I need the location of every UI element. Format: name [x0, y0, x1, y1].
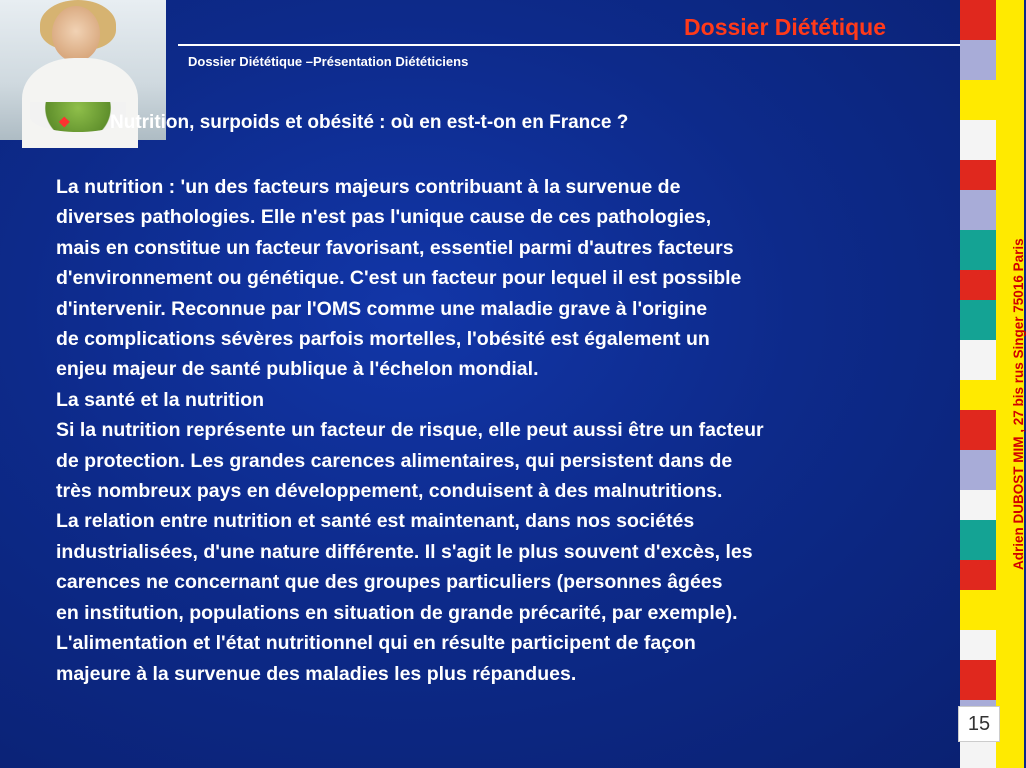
- body-line: La nutrition : 'un des facteurs majeurs contribuant à la survenue de: [56, 176, 681, 198]
- color-stripe: [960, 80, 996, 120]
- color-stripe: [960, 0, 996, 40]
- color-stripe: [960, 410, 996, 450]
- body-line: L'alimentation et l'état nutritionnel qui en résulte participent de façon: [56, 632, 696, 655]
- color-stripe: [960, 190, 996, 230]
- body-text: [56, 172, 976, 689]
- color-stripe: [960, 40, 996, 80]
- color-stripe: [960, 380, 996, 410]
- body-line: diverses pathologies. Elle n'est pas l'unique cause de ces pathologies,: [56, 206, 712, 229]
- body-line: de protection. Les grandes carences alimentaires, qui persistent dans de: [56, 449, 733, 472]
- section-heading-text: Nutrition, surpoids et obésité : où en est-t-on en France ?: [110, 112, 629, 133]
- color-stripe: [960, 520, 996, 560]
- header-divider: [178, 44, 960, 46]
- diamond-bullet-icon: ❖: [58, 114, 71, 130]
- decorative-color-stripes: [960, 0, 996, 768]
- color-stripe: [960, 270, 996, 300]
- color-stripe: [960, 340, 996, 380]
- body-line: La relation entre nutrition et santé est maintenant, dans nos sociétés: [56, 510, 695, 533]
- color-stripe: [960, 490, 996, 520]
- photo-face: [52, 6, 100, 62]
- body-line: Si la nutrition représente un facteur de risque, elle peut aussi être un facteur: [56, 419, 764, 442]
- body-line: de complications sévères parfois mortelles, l'obésité est également un: [56, 328, 710, 351]
- page-subtitle: Dossier Diététique –Présentation Diététiciens: [188, 54, 469, 69]
- color-stripe: [960, 560, 996, 590]
- body-line: en institution, populations en situation de grande précarité, par exemple).: [56, 601, 738, 624]
- body-line: enjeu majeur de santé publique à l'échelon mondial.: [56, 358, 539, 381]
- body-line: industrialisées, d'une nature différente. Il s'agit le plus souvent d'excès, les: [56, 540, 753, 563]
- body-line: carences ne concernant que des groupes particuliers (personnes âgées: [56, 571, 723, 594]
- author-address-text: Adrien DUBOST MIM , 27 bis rus Singer 75016 Paris: [1011, 238, 1026, 570]
- color-stripe: [960, 300, 996, 340]
- body-line: d'intervenir. Reconnue par l'OMS comme une maladie grave à l'origine: [56, 297, 708, 320]
- color-stripe: [960, 230, 996, 270]
- body-line: très nombreux pays en développement, conduisent à des malnutritions.: [56, 480, 723, 503]
- color-stripe: [960, 160, 996, 190]
- color-stripe: [960, 120, 996, 160]
- color-stripe: [960, 590, 996, 630]
- body-line: majeure à la survenue des maladies les plus répandues.: [56, 662, 577, 685]
- body-line: La santé et la nutrition: [56, 388, 265, 411]
- body-line: mais en constitue un facteur favorisant, essentiel parmi d'autres facteurs: [56, 236, 734, 259]
- color-stripe: [960, 740, 996, 768]
- page-title: Dossier Diététique: [684, 14, 886, 40]
- page-number: 15: [958, 706, 1000, 742]
- body-line: d'environnement ou génétique. C'est un facteur pour lequel il est possible: [56, 267, 742, 290]
- color-stripe: [960, 630, 996, 660]
- color-stripe: [960, 660, 996, 700]
- color-stripe: [960, 450, 996, 490]
